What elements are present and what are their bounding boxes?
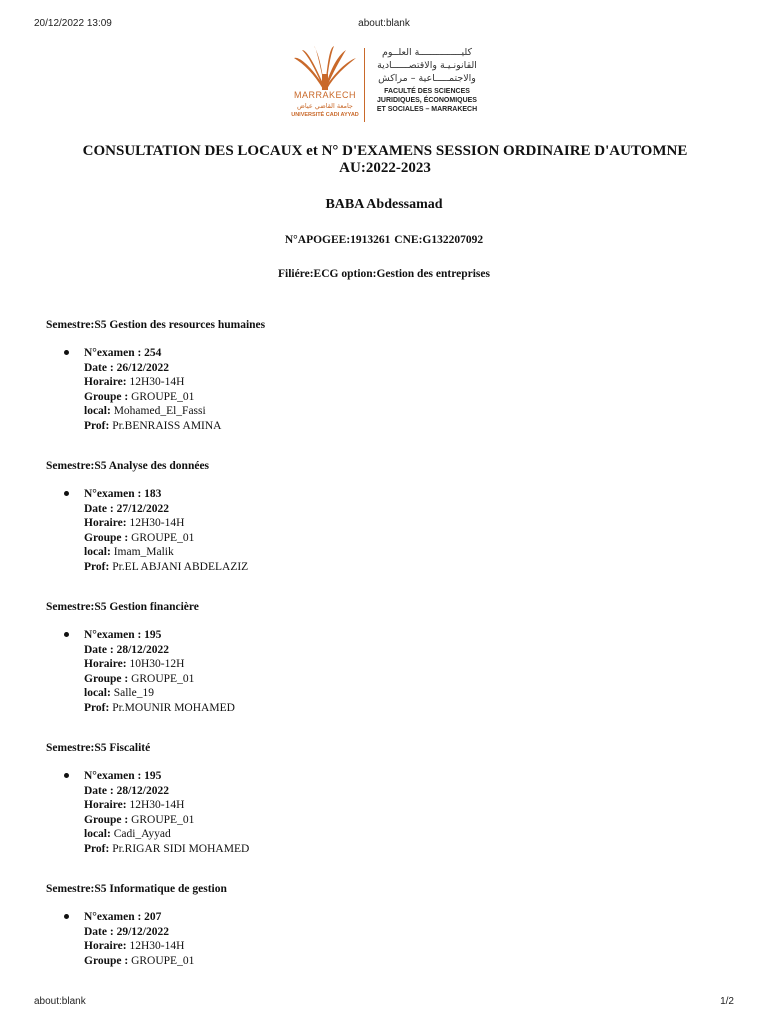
logo-french-line-1: FACULTÉ DES SCIENCES bbox=[384, 88, 470, 95]
exam-group-row: Groupe : GROUPE_01 bbox=[84, 390, 195, 403]
exam-prof-row: Prof: Pr.MOUNIR MOHAMED bbox=[84, 701, 235, 714]
student-ids: N°APOGEE:1913261 CNE:G132207092 bbox=[284, 234, 484, 246]
logo-french-line-2: JURIDIQUES, ÉCONOMIQUES bbox=[377, 97, 477, 104]
exam-group: GROUPE_01 bbox=[131, 672, 195, 685]
exam-group-row: Groupe : GROUPE_01 bbox=[84, 954, 195, 967]
exam-number-row: N°examen : 195 bbox=[84, 629, 162, 641]
exam-time-row: Horaire: 12H30-14H bbox=[84, 940, 185, 953]
exam-time: 12H30-14H bbox=[129, 376, 185, 389]
exam-room: Cadi_Ayyad bbox=[113, 828, 171, 841]
bullet-icon bbox=[64, 491, 69, 496]
logo-divider bbox=[364, 48, 365, 122]
exam-group: GROUPE_01 bbox=[131, 531, 195, 544]
bullet-icon bbox=[64, 632, 69, 637]
exam-prof-row: Prof: Pr.EL ABJANI ABDELAZIZ bbox=[84, 560, 249, 573]
exam-date: 27/12/2022 bbox=[116, 502, 169, 515]
exam-time: 12H30-14H bbox=[129, 799, 185, 812]
exam-number-row: N°examen : 183 bbox=[84, 488, 162, 500]
exam-number-row: N°examen : 195 bbox=[84, 770, 162, 782]
exam-date: 29/12/2022 bbox=[116, 925, 169, 938]
exam-time: 12H30-14H bbox=[129, 940, 185, 953]
exam-details bbox=[84, 910, 194, 968]
faculty-logo bbox=[288, 44, 484, 126]
print-header bbox=[0, 14, 768, 34]
exam-prof-row: Prof: Pr.RIGAR SIDI MOHAMED bbox=[84, 842, 250, 855]
exam-group-row: Groupe : GROUPE_01 bbox=[84, 531, 195, 544]
logo-french-text bbox=[370, 87, 484, 114]
exam-prof: Pr.RIGAR SIDI MOHAMED bbox=[112, 842, 250, 855]
logo-arabic-line-1: كليـــــــــــــــة العلــوم bbox=[381, 47, 472, 58]
logo-french-line-3: ET SOCIALES – MARRAKECH bbox=[376, 106, 478, 113]
exam-number-row: N°examen : 254 bbox=[84, 347, 162, 359]
exam-group: GROUPE_01 bbox=[131, 813, 195, 826]
exam-number: 207 bbox=[144, 911, 162, 923]
exam-number: 195 bbox=[144, 629, 162, 641]
semester-title: Semestre:S5 Gestion financière bbox=[46, 601, 199, 613]
exam-number: 195 bbox=[144, 770, 162, 782]
logo-university-fr: UNIVERSITÉ CADI AYYAD bbox=[291, 112, 359, 118]
page-title bbox=[40, 143, 730, 177]
semester-title: Semestre:S5 Informatique de gestion bbox=[46, 883, 227, 895]
title-line-2: AU:2022-2023 bbox=[339, 160, 431, 176]
exam-date-row: Date : 26/12/2022 bbox=[84, 361, 169, 374]
exam-group-row: Groupe : GROUPE_01 bbox=[84, 813, 195, 826]
exam-room: Imam_Malik bbox=[113, 546, 174, 559]
exam-time: 10H30-12H bbox=[129, 658, 185, 671]
footer-url: about:blank bbox=[34, 996, 86, 1007]
exam-room: Salle_19 bbox=[113, 687, 154, 700]
bullet-icon bbox=[64, 773, 69, 778]
exam-details bbox=[84, 346, 222, 434]
logo-text bbox=[370, 46, 484, 114]
exam-details bbox=[84, 628, 235, 716]
page-number: 1/2 bbox=[720, 996, 734, 1007]
bullet-icon bbox=[64, 914, 69, 919]
logo-arabic-line-2: القانونـيـة والاقتصــــــادية bbox=[377, 60, 477, 71]
exam-number: 183 bbox=[144, 488, 162, 500]
exam-date-row: Date : 27/12/2022 bbox=[84, 502, 169, 515]
exam-room: Mohamed_El_Fassi bbox=[113, 405, 206, 418]
bullet-icon bbox=[64, 350, 69, 355]
exam-date: 28/12/2022 bbox=[116, 643, 169, 656]
logo-city: MARRAKECH bbox=[293, 90, 356, 100]
exam-prof-row: Prof: Pr.BENRAISS AMINA bbox=[84, 419, 222, 432]
exam-details bbox=[84, 769, 249, 857]
semester-title: Semestre:S5 Gestion des resources humaines bbox=[46, 319, 266, 331]
semester-list bbox=[46, 318, 736, 1023]
logo-arabic-line-3: والاجتمـــــاعية – مراكش bbox=[378, 73, 476, 84]
exam-date: 26/12/2022 bbox=[116, 361, 169, 374]
title-line-1: CONSULTATION DES LOCAUX et N° D'EXAMENS SESSION ORDINAIRE D'AUTOMNE bbox=[82, 143, 688, 159]
exam-room-row: local: Imam_Malik bbox=[84, 546, 174, 559]
exam-number-row: N°examen : 207 bbox=[84, 911, 162, 923]
print-url: about:blank bbox=[358, 18, 410, 29]
exam-date-row: Date : 29/12/2022 bbox=[84, 925, 169, 938]
exam-group-row: Groupe : GROUPE_01 bbox=[84, 672, 195, 685]
exam-date: 28/12/2022 bbox=[116, 784, 169, 797]
student-name: BABA Abdessamad bbox=[325, 197, 443, 212]
semester-section bbox=[46, 600, 736, 741]
exam-number: 254 bbox=[144, 347, 162, 359]
exam-time-row: Horaire: 12H30-14H bbox=[84, 799, 185, 812]
semester-section bbox=[46, 318, 736, 459]
semester-section bbox=[46, 741, 736, 882]
semester-title: Semestre:S5 Fiscalité bbox=[46, 742, 151, 754]
exam-prof: Pr.EL ABJANI ABDELAZIZ bbox=[112, 560, 249, 573]
exam-details bbox=[84, 487, 248, 575]
exam-room-row: local: Mohamed_El_Fassi bbox=[84, 405, 206, 418]
exam-group: GROUPE_01 bbox=[131, 954, 195, 967]
exam-room-row: local: Cadi_Ayyad bbox=[84, 828, 171, 841]
print-datetime: 20/12/2022 13:09 bbox=[34, 18, 112, 29]
exam-time-row: Horaire: 12H30-14H bbox=[84, 376, 185, 389]
exam-prof: Pr.BENRAISS AMINA bbox=[112, 419, 222, 432]
exam-room-row: local: Salle_19 bbox=[84, 687, 154, 700]
semester-title: Semestre:S5 Analyse des données bbox=[46, 460, 210, 472]
logo-university-ar: جامعة القاضي عياض bbox=[297, 102, 353, 110]
exam-time-row: Horaire: 10H30-12H bbox=[84, 658, 185, 671]
exam-prof: Pr.MOUNIR MOHAMED bbox=[112, 701, 235, 714]
semester-section bbox=[46, 459, 736, 600]
print-footer bbox=[0, 994, 768, 1014]
exam-date-row: Date : 28/12/2022 bbox=[84, 784, 169, 797]
exam-time: 12H30-14H bbox=[129, 517, 185, 530]
exam-date-row: Date : 28/12/2022 bbox=[84, 643, 169, 656]
filiere-option: Filiére:ECG option:Gestion des entreprises bbox=[278, 268, 490, 280]
exam-group: GROUPE_01 bbox=[131, 390, 195, 403]
exam-time-row: Horaire: 12H30-14H bbox=[84, 517, 185, 530]
